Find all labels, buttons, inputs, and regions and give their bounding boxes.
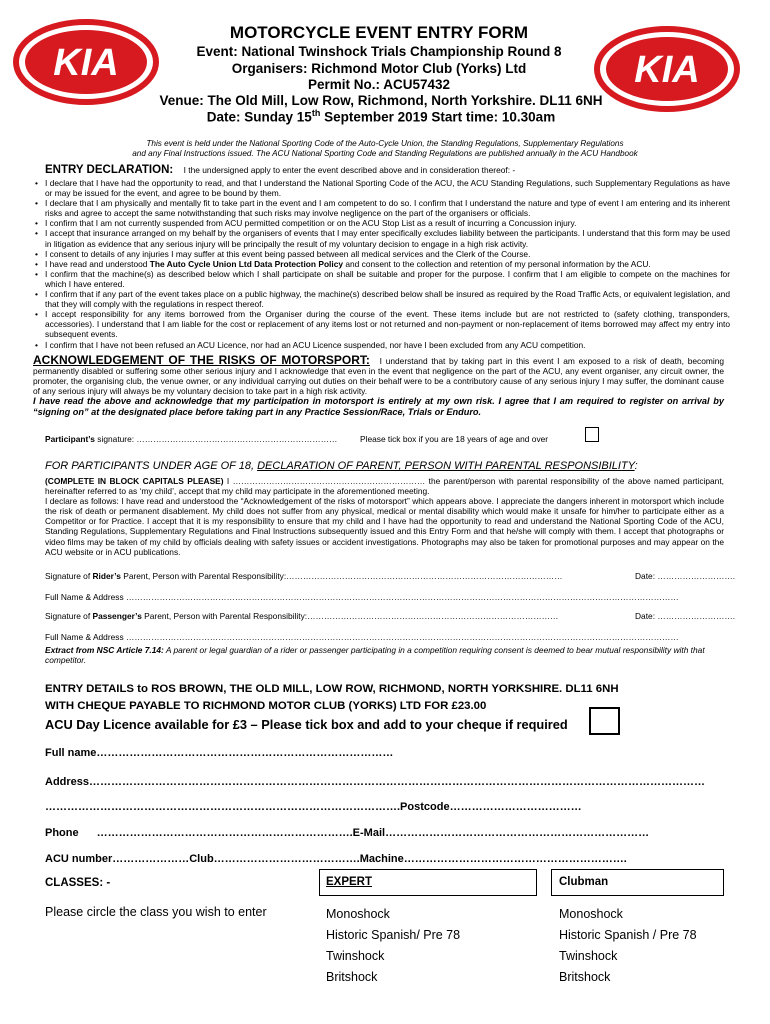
passenger-parent-date[interactable]: Date: ………………………. — [635, 611, 736, 621]
kia-logo-right-text: KIA — [634, 49, 700, 91]
acknowledgement-heading: ACKNOWLEDGEMENT OF THE RISKS OF MOTORSPORT: — [33, 353, 370, 367]
entry-cheque-line: WITH CHEQUE PAYABLE TO RICHMOND MOTOR CLUB (YORKS) LTD FOR £23.00 — [45, 700, 487, 712]
list-item: • I have read and understood The Auto Cycle Union Ltd Data Protection Policy and consent to the collection and retention of my personal information by the ACU. — [33, 259, 730, 269]
full-name-field[interactable]: Full name……………………………………………………………………… — [45, 747, 394, 759]
clubman-classes — [559, 904, 697, 988]
intro-line-1: This event is held under the National Sporting Code of the Auto-Cycle Union, the Standing Regulations, Supplementary Regulations — [146, 139, 624, 148]
acu-day-licence-tick-box[interactable] — [589, 707, 620, 735]
date-line: Date: Sunday 15th September 2019 Start time: 10.30am — [206, 108, 556, 125]
intro-text — [0, 139, 770, 159]
age-tick-box[interactable] — [585, 427, 599, 442]
list-item: • I confirm that I have not been refused an ACU Licence, nor had an ACU Licence suspended, nor have I been excluded from any ACU competition. — [33, 340, 730, 350]
rider-parent-signature[interactable]: Signature of Rider’s Parent, Person with Parental Responsibility:……………………………………………………………………………………… — [45, 571, 563, 581]
acu-day-licence: ACU Day Licence available for £3 – Please tick box and add to your cheque if required — [45, 717, 568, 732]
rider-parent-name-address[interactable]: Full Name & Address ……………………………………………………………………………………………………………………………………………………………………………… — [45, 592, 679, 602]
class-option[interactable]: Britshock — [559, 970, 611, 984]
under18-declaration: (COMPLETE IN BLOCK CAPITALS PLEASE) I …………………………………………………………… the parent/person with parental responsibility of the above named participant, hereinafter referred to as ‘my child’, accept that my child may participate in the aforementioned meeting. I declare as follows: I have read and understood the “Acknowledgement of the risks of motorsport” which appears above. I appreciate the dangers inherent in motorsport which include the risk of death or permanent disablement. My child does not suffer from any physical, medical or mental disability which would make it unsafe for him/her to participate either as a Competitor or for Practice. I accept that it is my responsibility to ensure that my child and I have had the opportunity to read and understand the National Sporting Code of the ACU, Standing Regulations, Supplementary Regulations and Final Instructions subsequently issued and this Entry Form and that he/she will comply with them. I accept that photographs or video films may be taken of my child by officials dealing with safety issues or accident investigations. Photographs may also be taken for promotional purposes and may appear on the ACU website or in ACU publications. — [45, 476, 724, 557]
clubman-header: Clubman — [559, 876, 609, 888]
list-item: • I consent to details of any injuries I may suffer at this event being passed between all medical services and the Clerk of the Course. — [33, 249, 730, 259]
phone-email-field[interactable]: Phone …………………………………………………………….E-Mail……………………………………………………………… — [45, 827, 650, 839]
under18-text: I declare as follows: I have read and understood the “Acknowledgement of the risks of motorsport” which appears above. I appreciate the dangers inherent in motorsport which include the risk of death or permanent disablement. My child does not suffer from any physical, medical or mental disability which would make it unsafe for him/her to participate either as a Competitor or for Practice. I accept that it is my responsibility to ensure that my child and I have had the opportunity to read and understand the National Sporting Code of the ACU, Standing Regulations, Supplementary Regulations and Final Instructions subsequently issued and this Entry Form and that he/she will comply with them. I accept that photographs or video films may be taken of my child by officials dealing with safety issues or accident investigations. Photographs may also be taken for promotional purposes and may appear on the ACU website or in ACU publications. — [45, 496, 724, 557]
intro-line-2: and any Final Instructions issued. The ACU National Sporting Code and Standing Regulations are published annually in the ACU Handbook — [132, 148, 638, 158]
event-line: Event: National Twinshock Trials Championship Round 8 — [196, 44, 562, 59]
entry-declaration — [45, 160, 730, 350]
entry-declaration-lead: I the undersigned apply to enter the event described above and in consideration thereof: - — [183, 165, 516, 175]
list-item: • I confirm that I am not currently suspended from ACU permitted competition or on the ACU Stop List as a result of incurring a Concussion injury. — [33, 218, 730, 228]
permit-line: Permit No.: ACU57432 — [307, 77, 451, 92]
form-title: MOTORCYCLE EVENT ENTRY FORM — [229, 23, 529, 42]
class-option[interactable]: Historic Spanish / Pre 78 — [559, 928, 697, 942]
list-item: • I confirm that the machine(s) as described below which I shall participate on shall be suitable and proper for the purpose. I confirm that I am eligible to compete on the machines for which I have entered. — [33, 269, 730, 289]
address-field[interactable]: Address…………………………………………………………………………………………………………………………………………………… — [45, 776, 706, 788]
rider-parent-date[interactable]: Date: ………………………. — [635, 571, 736, 581]
list-item: • I accept responsibility for any items borrowed from the Organiser during the course of the event. These items include but are not restricted to (safety clothing, transponders, accessories). I understand that I am liable for the cost or replacement of any items lost or not returned and non-payment or non-replacement of items borrowed may affect my entry into subsequent events. — [33, 309, 730, 339]
circle-instruction: Please circle the class you wish to enter — [45, 905, 267, 919]
list-item: • I accept that insurance arranged on my behalf by the organisers of events that I may enter specifically excludes liability between the participants. I understand that this form may be used in litigation as evidence that any serious injury will be principally the result of my voluntary decision to engage in a high risk activity. — [33, 228, 730, 248]
acknowledgement-agreement: I have read the above and acknowledge that my participation in motorsport is entirely at my own risk. I agree that I am required to register on arrival by “signing on” at the designated place before taking part in any Practice Session/Race, Trials or Enduro. — [33, 396, 724, 417]
list-item: • I declare that I have had the opportunity to read, and that I understand the National Sporting Code of the ACU, the ACU Standing Regulations, such Supplementary Regulations as have or may be issued for the event, and agree to be bound by them. — [33, 178, 730, 198]
acu-club-machine-field[interactable]: ACU number…………………Club………………………………….Machine……………………………………………………. — [45, 853, 627, 865]
acknowledgement-section — [33, 355, 724, 418]
expert-classes — [326, 904, 460, 988]
nsc-extract: Extract from NSC Article 7.14: A parent or legal guardian of a rider or passenger participating in a competition requiring consent is deemed to bear mutual responsibility with that competitor. — [45, 645, 705, 666]
passenger-parent-name-address[interactable]: Full Name & Address ……………………………………………………………………………………………………………………………………………………………………………… — [45, 632, 679, 642]
list-item: • I confirm that if any part of the event takes place on a public highway, the machine(s) described below shall be insured as required by the Road Traffic Acts, or equivalent legislation, and that they will comply with the regulations in respect thereof. — [33, 289, 730, 309]
passenger-parent-signature[interactable]: Signature of Passenger’s Parent, Person with Parental Responsibility:……………………………………………………………………………… — [45, 611, 559, 621]
acknowledgement-text: I understand that by taking part in this event I am exposed to a risk of death, becoming permanently disabled or suffering some other serious injury and I acknowledge that even in the event that negligence on the part of the ACU, any event organiser, any circuit owner, the promoter, the organising club, the venue owner, or any individual carrying out duties on their behalf were to be a contributory cause of any serious injury I may suffer, the dominant cause of any serious injury will always be my voluntary decision to take part in a high risk activity. — [33, 356, 725, 397]
class-option[interactable]: Twinshock — [559, 949, 618, 963]
class-option[interactable]: Monoshock — [326, 907, 390, 921]
declaration-list — [33, 178, 730, 350]
address-postcode-field[interactable]: …………………………………………………………………………………….Postcode……………………………… — [45, 801, 582, 813]
classes-label: CLASSES: - — [45, 877, 111, 889]
class-option[interactable]: Twinshock — [326, 949, 385, 963]
list-item: • I declare that I am physically and mentally fit to take part in the event and I am competent to do so. I confirm that I understand the nature and type of event I am entering and its inherent risks and agree to accept the same notwithstanding that such risks may involve negligence on the part of the organisers or officials. — [33, 198, 730, 218]
clubman-header-box — [551, 869, 724, 896]
class-option[interactable]: Britshock — [326, 970, 378, 984]
entry-declaration-heading: ENTRY DECLARATION: — [45, 164, 174, 176]
expert-header: EXPERT — [326, 876, 373, 888]
kia-logo-left-text: KIA — [53, 42, 119, 84]
organisers-line: Organisers: Richmond Motor Club (Yorks) Ltd — [231, 61, 527, 76]
under18-heading: FOR PARTICIPANTS UNDER AGE OF 18, DECLARATION OF PARENT, PERSON WITH PARENTAL RESPONSIBILITY: — [45, 460, 638, 472]
venue-line: Venue: The Old Mill, Low Row, Richmond, North Yorkshire. DL11 6NH — [159, 93, 603, 108]
class-option[interactable]: Monoshock — [559, 907, 623, 921]
age-tick-label: Please tick box if you are 18 years of age and over — [360, 434, 549, 444]
expert-header-box — [319, 869, 537, 896]
entry-address-line: ENTRY DETAILS to ROS BROWN, THE OLD MILL, LOW ROW, RICHMOND, NORTH YORKSHIRE. DL11 6NH — [45, 683, 619, 695]
participant-signature[interactable]: Participant’s signature: ……………………………………………………………… — [45, 434, 338, 444]
class-option[interactable]: Historic Spanish/ Pre 78 — [326, 928, 461, 942]
